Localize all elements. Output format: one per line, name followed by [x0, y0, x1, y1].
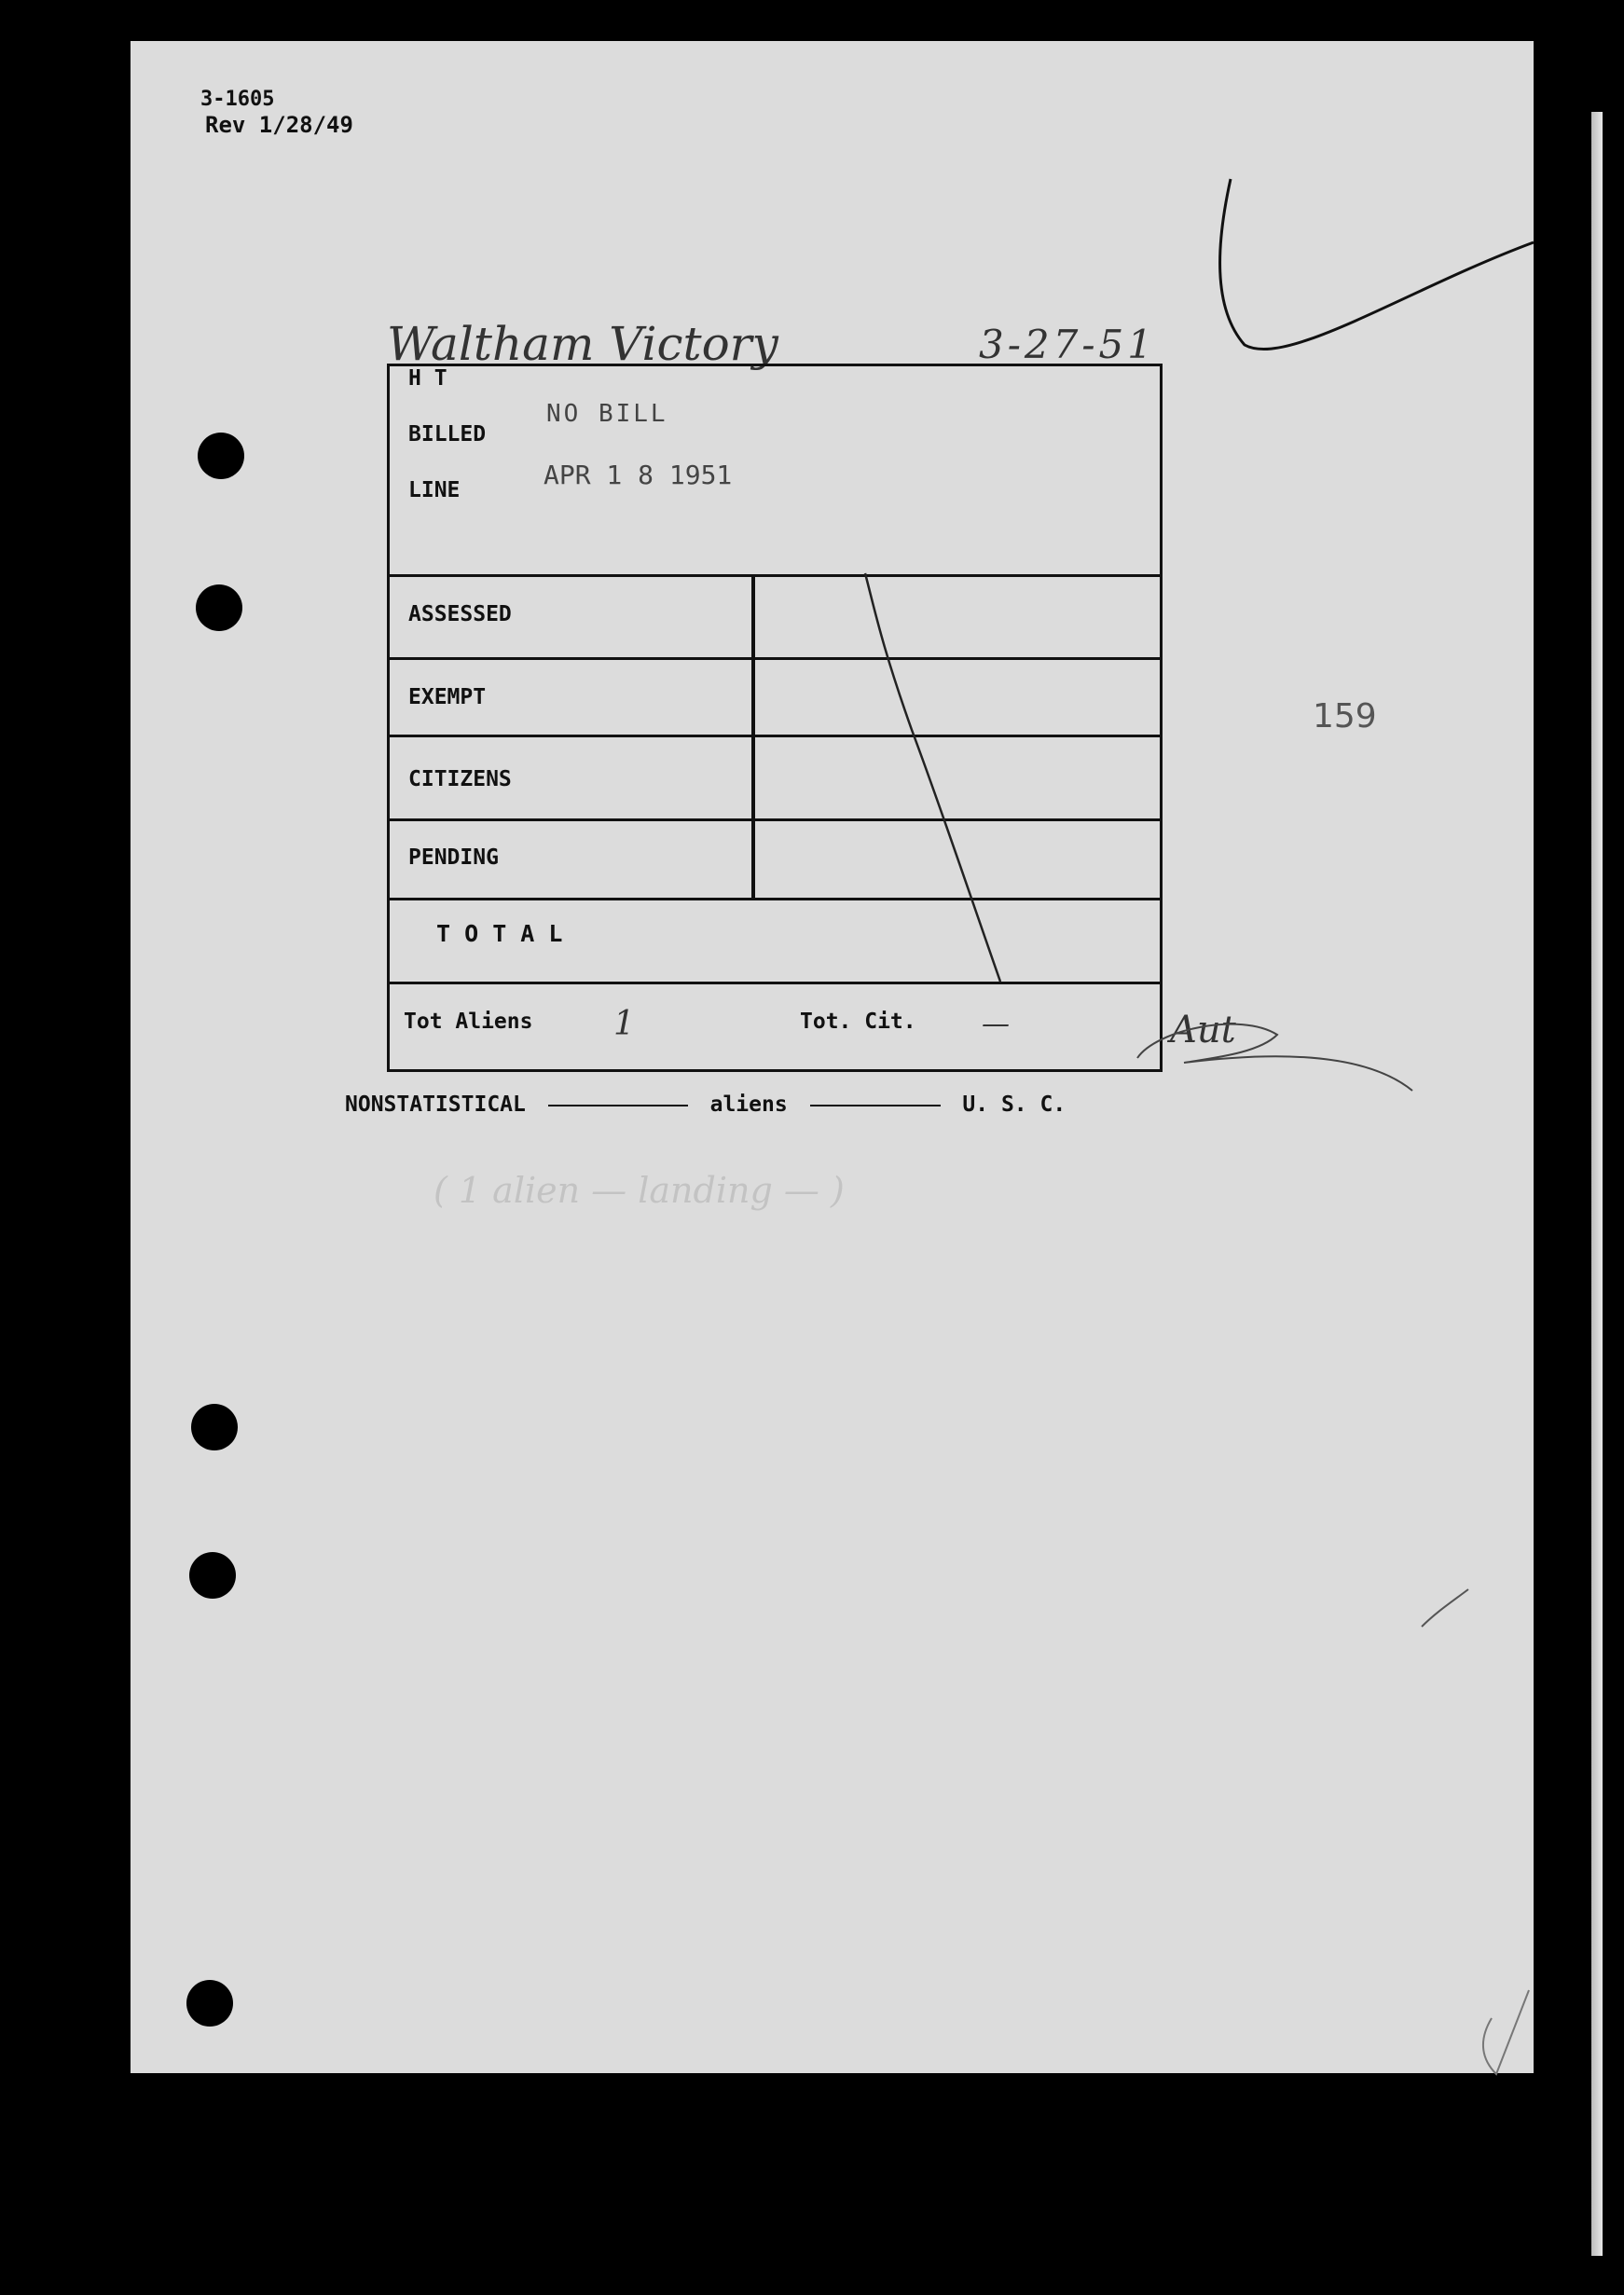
form-revision: Rev 1/28/49	[205, 112, 353, 138]
page-number: 159	[1313, 697, 1377, 735]
nonstatistical-line	[345, 1093, 1066, 1117]
stamp-no-bill: NO BILL	[546, 400, 668, 428]
page-corner-curl	[1459, 1986, 1534, 2079]
label-billed: BILLED	[408, 422, 487, 447]
tot-aliens-value: 1	[613, 1005, 635, 1043]
initials-signature: Aut	[1170, 1009, 1236, 1051]
punch-hole	[186, 1980, 233, 2027]
signature-flourish	[1128, 1002, 1426, 1095]
nonstatistical-label: NONSTATISTICAL	[345, 1093, 526, 1117]
label-ht: H T	[408, 366, 447, 391]
punch-hole	[196, 584, 242, 631]
punch-hole	[198, 433, 244, 479]
stamp-date: APR 1 8 1951	[544, 460, 733, 490]
row-exempt: EXEMPT	[408, 685, 487, 709]
pen-mark	[1417, 1585, 1473, 1631]
punch-hole	[189, 1552, 236, 1599]
tot-cit-value: —	[982, 1008, 1010, 1040]
punch-hole	[191, 1404, 238, 1450]
faint-note: ( 1 alien — landing — )	[434, 1170, 845, 1211]
tot-aliens-label: Tot Aliens	[404, 1010, 533, 1034]
check-mark	[1203, 168, 1538, 364]
record-date: 3-27-51	[979, 322, 1156, 367]
blank-line	[810, 1105, 941, 1106]
row-assessed: ASSESSED	[408, 602, 512, 626]
aliens-label: aliens	[709, 1093, 788, 1117]
row-citizens: CITIZENS	[408, 767, 512, 791]
row-total: T O T A L	[436, 920, 563, 947]
label-line: LINE	[408, 478, 461, 502]
form-number: 3-1605	[200, 88, 275, 111]
blank-line	[548, 1105, 688, 1106]
row-pending: PENDING	[408, 845, 499, 870]
strike-through-line	[390, 366, 1160, 1075]
tally-form	[387, 364, 1163, 1072]
tot-cit-label: Tot. Cit.	[800, 1010, 916, 1034]
vessel-name: Waltham Victory	[387, 317, 778, 371]
paper-edge-strip	[1591, 112, 1603, 2256]
usc-label: U. S. C.	[962, 1093, 1067, 1117]
